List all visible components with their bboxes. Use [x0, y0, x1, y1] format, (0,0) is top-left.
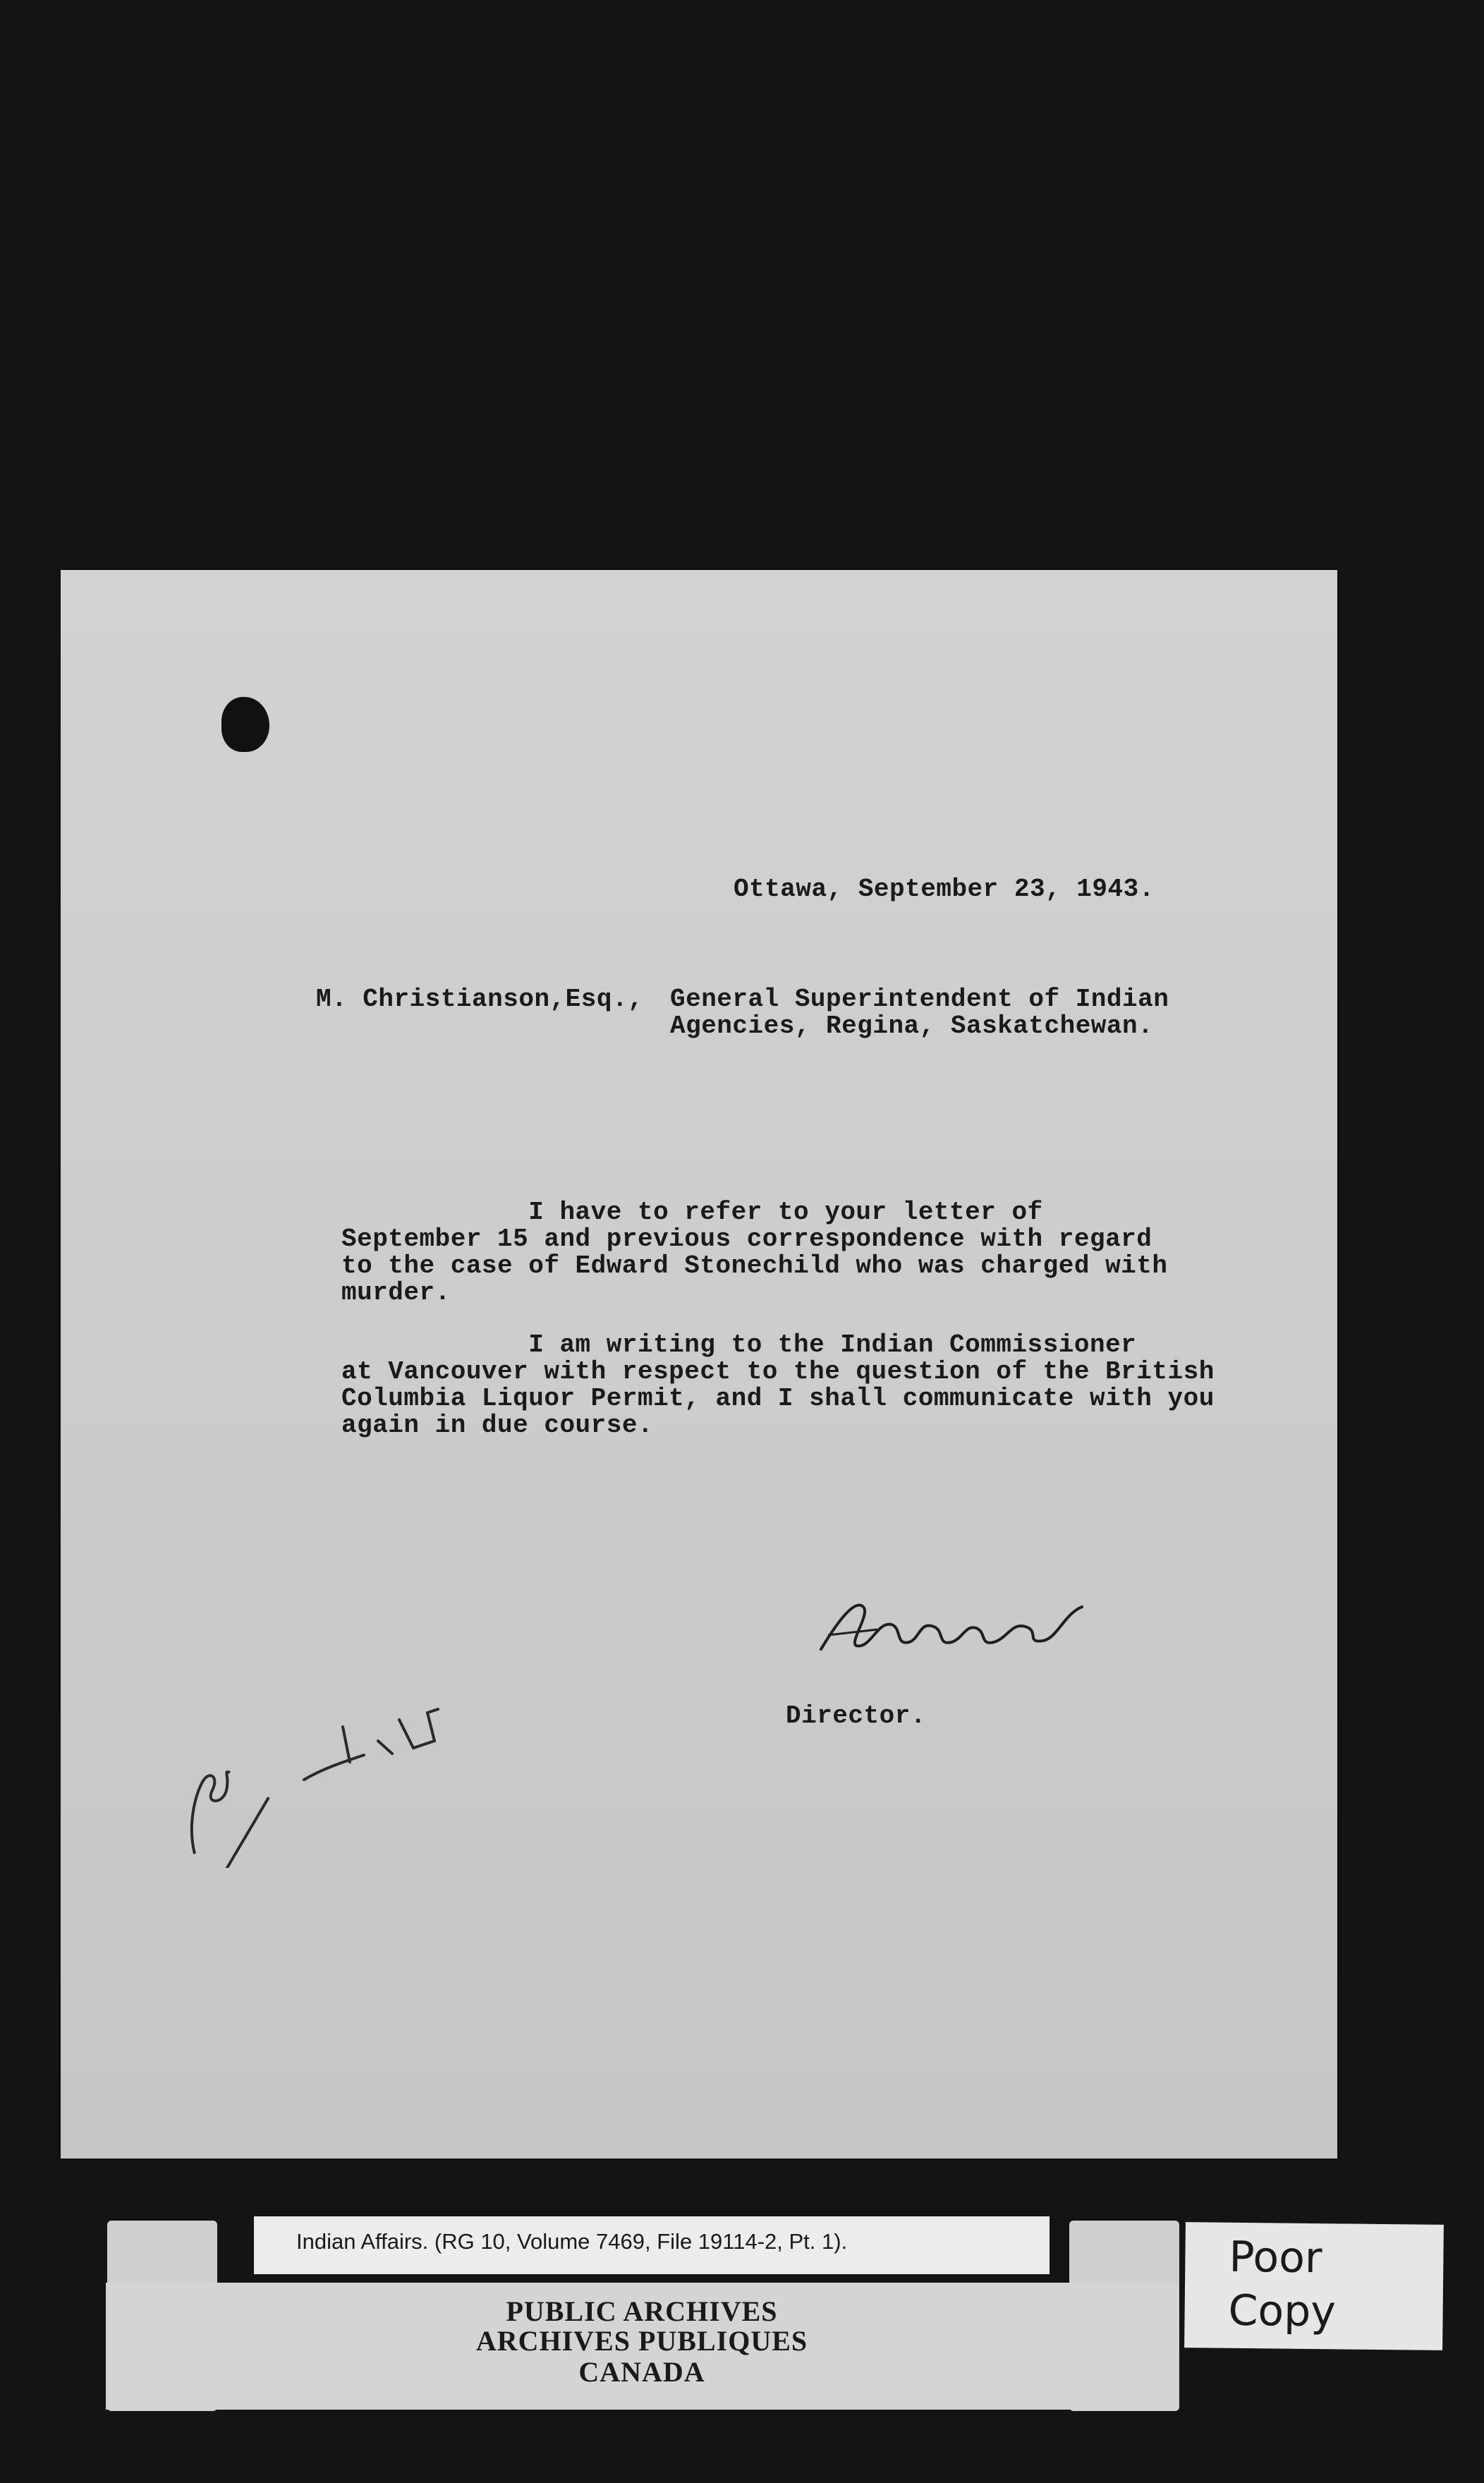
addressee-title: General Superintendent of Indian	[670, 985, 1169, 1014]
archive-reference-strip	[254, 2216, 1050, 2274]
paragraph-line: I have to refer to your letter of	[341, 1198, 1043, 1227]
handwritten-initials	[181, 1699, 491, 1868]
punch-hole	[221, 697, 269, 752]
archive-reference: Indian Affairs. (RG 10, Volume 7469, File 19114-2, Pt. 1).	[296, 2229, 848, 2254]
poor-copy-label	[1184, 2222, 1444, 2350]
paragraph-line: I am writing to the Indian Commissioner	[341, 1330, 1137, 1359]
archive-line: ARCHIVES PUBLIQUES	[475, 2325, 808, 2357]
letter-page	[61, 570, 1337, 2159]
poor-copy-line: Copy	[1228, 2285, 1337, 2337]
paragraph-line: Columbia Liquor Permit, and I shall communicate with you	[341, 1384, 1215, 1413]
paragraph-line: at Vancouver with respect to the question of the British	[341, 1357, 1215, 1386]
paragraph-line: to the case of Edward Stonechild who was charged with	[341, 1251, 1168, 1280]
archive-line: PUBLIC ARCHIVES	[506, 2295, 778, 2327]
poor-copy-line: Poor	[1229, 2232, 1322, 2283]
addressee-place: Agencies, Regina, Saskatchewan.	[670, 1012, 1154, 1040]
handwritten-signature	[814, 1586, 1110, 1663]
archive-stamp	[106, 2283, 1178, 2410]
paragraph-line: again in due course.	[341, 1411, 654, 1440]
addressee-name: M. Christianson,Esq.,	[316, 985, 644, 1014]
paragraph-line: murder.	[341, 1278, 451, 1307]
date-line: Ottawa, September 23, 1943.	[734, 875, 1155, 904]
signatory-title: Director.	[786, 1701, 926, 1730]
paragraph-line: September 15 and previous correspondence with regard	[341, 1225, 1152, 1253]
archive-line: CANADA	[578, 2356, 705, 2388]
